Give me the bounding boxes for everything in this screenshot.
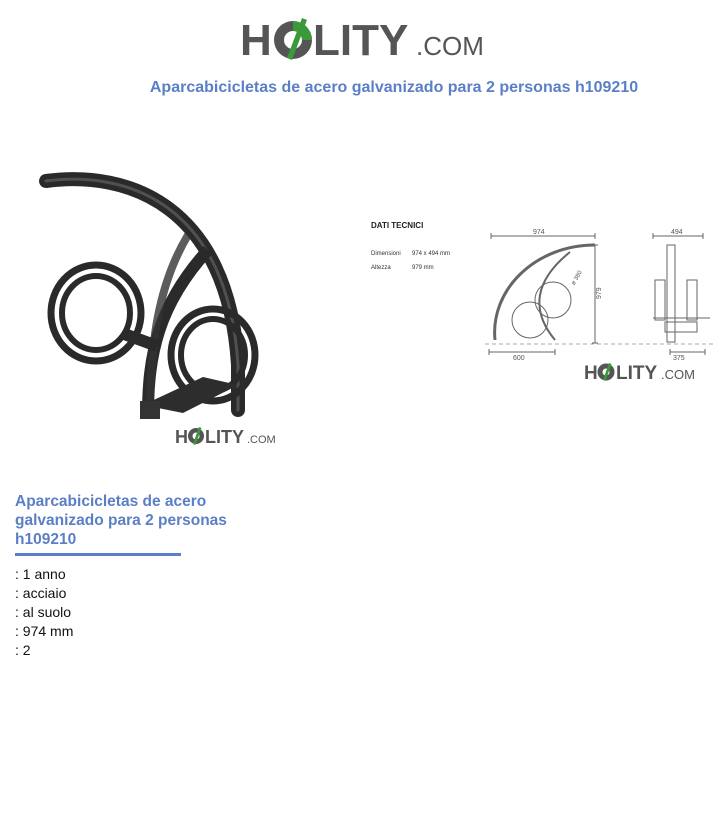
dim-base: 600: [513, 355, 525, 362]
tech-heading: DATI TECNICI: [371, 221, 424, 230]
tech-label-height: Altezza: [371, 265, 391, 271]
svg-text:LITY: LITY: [616, 363, 658, 384]
svg-text:H: H: [584, 363, 598, 384]
product-title: Aparcabicicletas de acero galvanizado para 2 personas h109210: [15, 493, 227, 548]
spec-item: : 2: [15, 642, 31, 658]
title-underline: [15, 553, 181, 556]
dim-height: 979: [596, 287, 603, 299]
logo-o-icon: [274, 18, 312, 60]
spec-item: : al suolo: [15, 604, 72, 620]
technical-drawing: [365, 210, 715, 370]
product-image: [38, 165, 278, 425]
spec-item: : acciaio: [15, 585, 67, 601]
holity-logo-small: [584, 360, 704, 384]
dim-width: 974: [533, 229, 545, 236]
tech-label-dimensions: Dimensioni: [371, 251, 401, 257]
svg-text:.COM: .COM: [416, 31, 484, 61]
holity-logo: [240, 12, 485, 66]
logo-o-icon: [598, 363, 615, 381]
dim-ring: ø 380: [570, 270, 584, 287]
svg-text:LITY: LITY: [313, 16, 409, 65]
dim-base-side: 375: [673, 355, 685, 362]
spec-item: : 1 anno: [15, 566, 66, 582]
page-title: Aparcabicicletas de acero galvanizado para 2 personas h109210: [149, 79, 639, 96]
spec-list: [15, 565, 73, 660]
svg-text:H: H: [240, 16, 272, 65]
svg-text:LITY: LITY: [205, 427, 244, 447]
dim-depth: 494: [671, 229, 683, 236]
svg-text:.COM: .COM: [247, 434, 276, 446]
tech-value-height: 979 mm: [412, 265, 434, 271]
logo-o-icon: [188, 427, 204, 445]
holity-logo-small: [175, 424, 280, 448]
tech-value-dimensions: 974 x 494 mm: [412, 251, 451, 257]
svg-text:.COM: .COM: [661, 367, 695, 382]
svg-text:H: H: [175, 427, 188, 447]
spec-item: : 974 mm: [15, 623, 74, 639]
